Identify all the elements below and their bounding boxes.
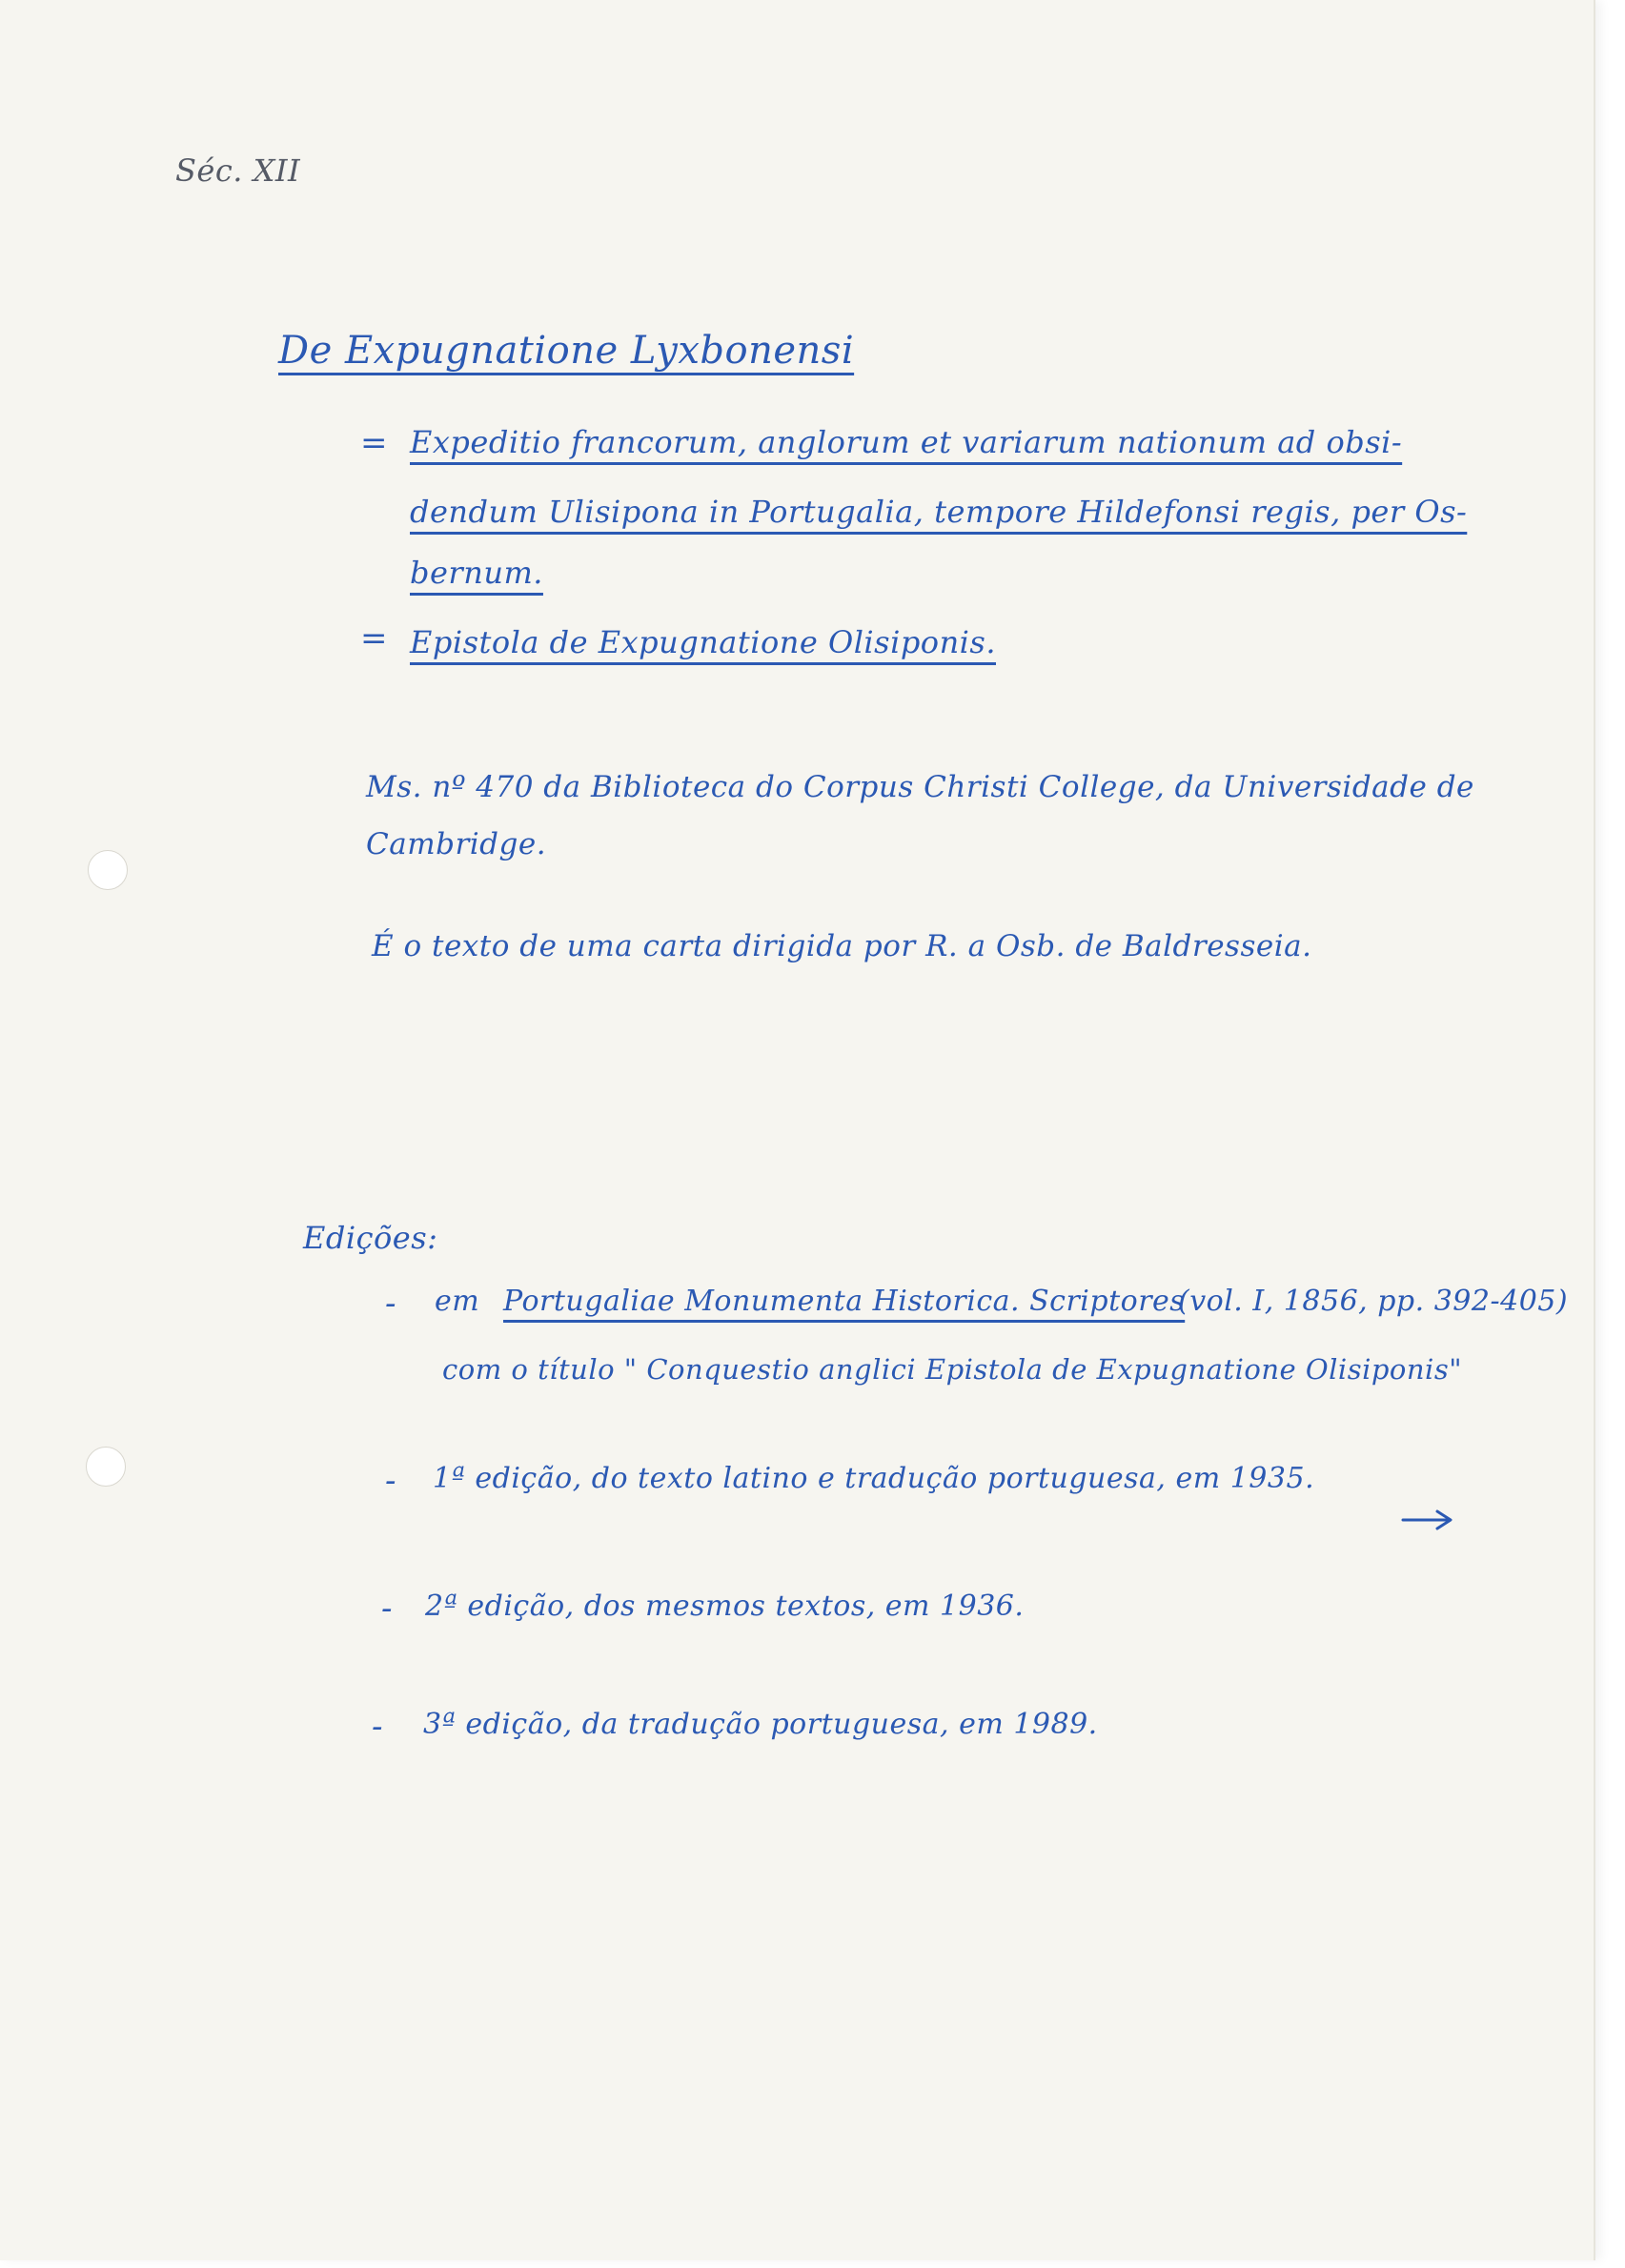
edition-3-dash: - bbox=[381, 1590, 393, 1628]
edition-1-line-2: com o título " Conquestio anglici Epistola de Expugnatione Olisiponis" bbox=[442, 1353, 1463, 1386]
right-arrow-icon bbox=[1401, 1508, 1454, 1532]
manuscript-line-2: Cambridge. bbox=[366, 827, 547, 861]
edition-4-dash: - bbox=[372, 1708, 383, 1746]
edition-1-prefix: em bbox=[435, 1285, 480, 1318]
century-label: Séc. XII bbox=[175, 152, 301, 189]
punch-hole-top bbox=[88, 850, 128, 890]
edition-2-dash: - bbox=[385, 1462, 396, 1500]
edition-1-reference: Portugaliae Monumenta Historica. Scriptores bbox=[503, 1285, 1186, 1318]
alt-title-2-mark: = bbox=[360, 619, 388, 658]
edition-1-dash: - bbox=[385, 1285, 396, 1323]
alt-title-2-line-1: Epistola de Expugnatione Olisiponis. bbox=[410, 624, 996, 660]
manuscript-line-1: Ms. nº 470 da Biblioteca do Corpus Christi College, da Universidade de bbox=[366, 770, 1474, 804]
edition-1-suffix: (vol. I, 1856, pp. 392-405) bbox=[1178, 1285, 1569, 1318]
editions-heading: Edições: bbox=[303, 1220, 438, 1256]
edition-4-text: 3ª edição, da tradução portuguesa, em 1989. bbox=[423, 1708, 1098, 1741]
alt-title-1-mark: = bbox=[360, 424, 388, 462]
alt-title-1-line-1: Expeditio francorum, anglorum et variarum nationum ad obsi- bbox=[410, 424, 1403, 460]
edition-2-text: 1ª edição, do texto latino e tradução portuguesa, em 1935. bbox=[433, 1462, 1315, 1495]
manuscript-note: É o texto de uma carta dirigida por R. a Osb. de Baldresseia. bbox=[372, 929, 1312, 963]
alt-title-1-line-2: dendum Ulisipona in Portugalia, tempore Hildefonsi regis, per Os- bbox=[410, 494, 1468, 530]
edition-3-text: 2ª edição, dos mesmos textos, em 1936. bbox=[425, 1590, 1025, 1623]
alt-title-1-line-3: bernum. bbox=[410, 555, 543, 591]
document-title: De Expugnatione Lyxbonensi bbox=[278, 329, 855, 373]
punch-hole-bottom bbox=[86, 1447, 126, 1487]
